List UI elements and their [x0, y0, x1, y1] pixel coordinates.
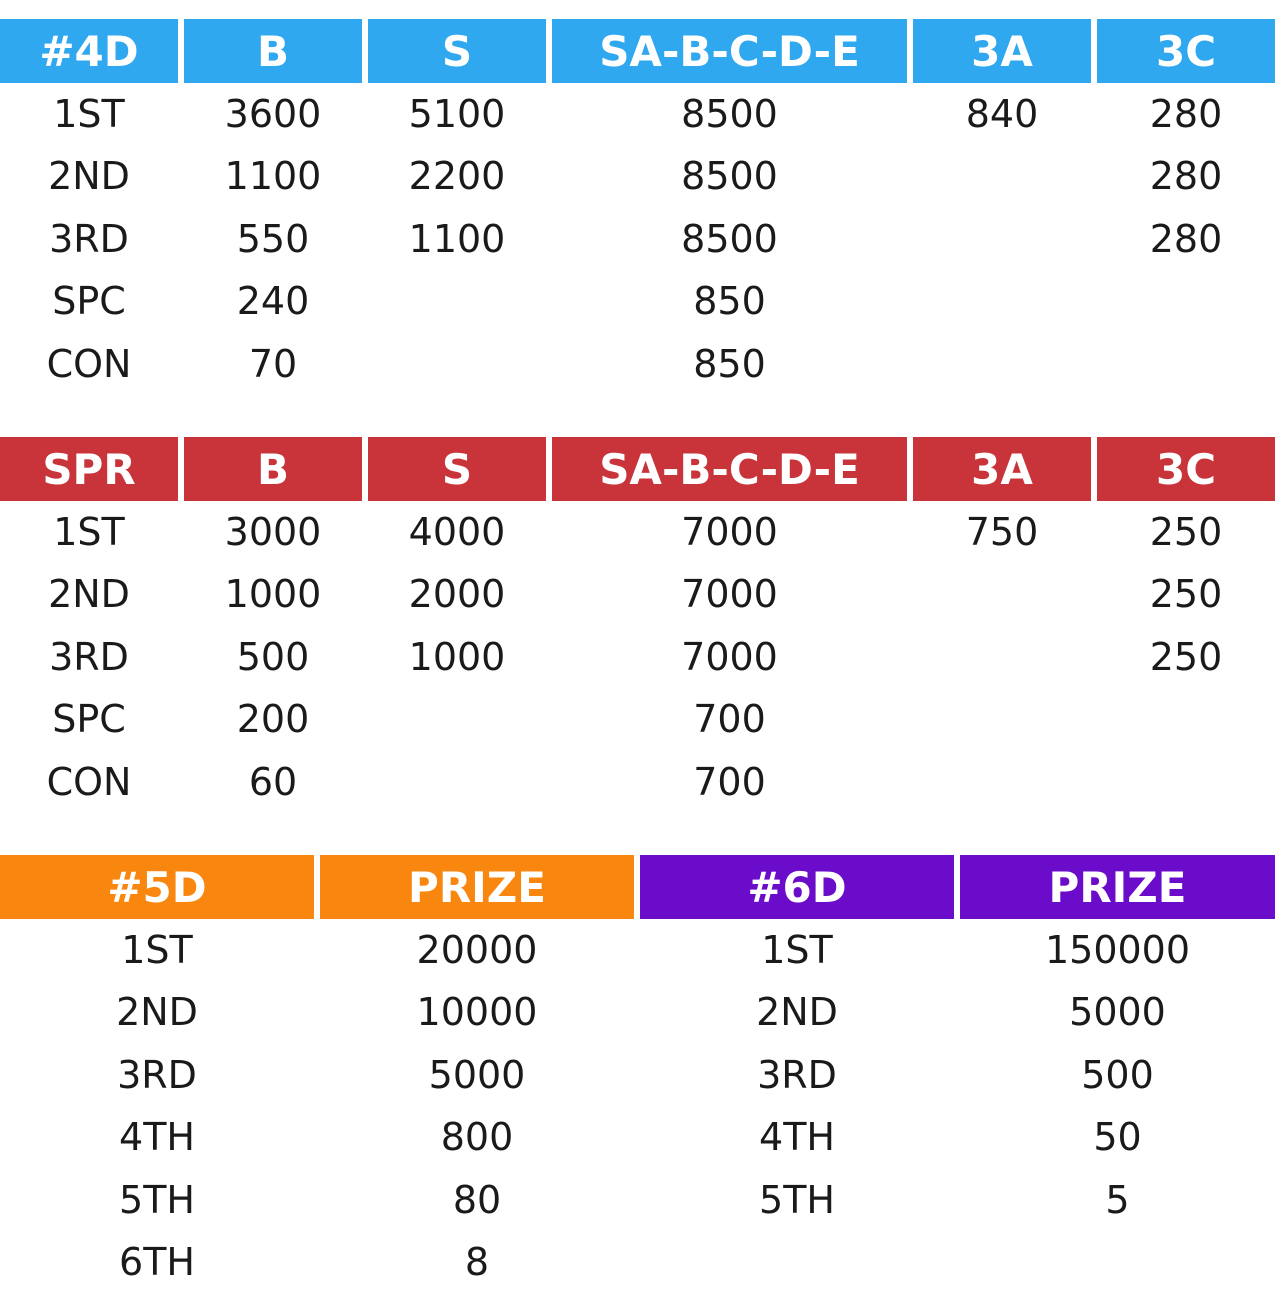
table-4d-cell: 3RD [49, 216, 129, 261]
table-4d-cell: 8500 [681, 154, 778, 199]
table-spr-header-3: SA-B-C-D-E [552, 437, 907, 501]
table-4d-cell: 2200 [408, 154, 506, 199]
table-4d-cell [913, 270, 1091, 332]
table-6d-cell: 4TH [759, 1115, 835, 1160]
table-spr-header-1: B [184, 437, 362, 501]
table-5d-cell: 800 [440, 1115, 514, 1160]
table-4d-cell: 1ST [53, 92, 125, 136]
table-spr-header-2: S [368, 437, 546, 501]
table-spr-header-4: 3A [913, 437, 1091, 501]
table-4d-cell: 3600 [224, 92, 322, 136]
table-6d-header-0: #6D [640, 855, 954, 919]
table-spr-cell: CON [46, 759, 132, 804]
table-spr-cell [368, 751, 546, 813]
table-4d-cell: 280 [1149, 92, 1223, 136]
table-6d-cell: 5 [1105, 1177, 1130, 1222]
table-4d-header-2: S [368, 19, 546, 83]
table-4d-cell: 850 [693, 341, 766, 386]
table-spr-cell [1097, 751, 1275, 813]
table-4d-cell: 70 [248, 341, 298, 386]
table-4d-header-0: #4D [0, 19, 178, 83]
table-spr-cell: 60 [248, 759, 298, 804]
table-spr-cell: 7000 [681, 510, 778, 554]
table-4d-cell [913, 208, 1091, 270]
table-spr-cell [913, 751, 1091, 813]
table-5d-cell: 1ST [121, 928, 193, 972]
table-4d-cell: 8500 [681, 92, 778, 136]
table-4d-cell: 1100 [408, 216, 506, 261]
table-5d-cell: 10000 [416, 990, 538, 1035]
table-4d-header-3: SA-B-C-D-E [552, 19, 907, 83]
table-spr-cell: 1000 [224, 572, 322, 617]
table-6d-cell: 5000 [1069, 990, 1166, 1035]
table-spr-cell: 700 [693, 759, 766, 804]
table-4d-cell: 840 [965, 92, 1039, 136]
table-spr-cell: 1000 [408, 634, 506, 679]
table-4d-header-5: 3C [1097, 19, 1275, 83]
table-6d-header-1: PRIZE [960, 855, 1275, 919]
table-4d-cell [913, 333, 1091, 395]
table-4d-cell [913, 145, 1091, 207]
table-6d-cell: 50 [1093, 1115, 1142, 1160]
table-spr-cell [1097, 688, 1275, 750]
table-spr-cell: 3RD [49, 634, 129, 679]
table-6d-cell: 150000 [1044, 928, 1191, 972]
table-5d-header-0: #5D [0, 855, 314, 919]
table-4d-cell: 1100 [224, 154, 322, 199]
table-spr-cell: 250 [1149, 510, 1223, 554]
table-spr-cell: 250 [1149, 572, 1223, 617]
table-4d-header-4: 3A [913, 19, 1091, 83]
table-5d-cell: 6TH [119, 1240, 195, 1284]
table-5d-cell: 5TH [119, 1177, 195, 1222]
table-5d-cell: 8 [464, 1240, 490, 1284]
table-6d-cell: 2ND [756, 990, 838, 1035]
table-4d-cell: 850 [693, 279, 766, 324]
table-5d-cell: 4TH [119, 1115, 195, 1160]
table-6d-cell: 5TH [759, 1177, 835, 1222]
table-4d-cell: 240 [236, 279, 310, 324]
table-6d-cell: 3RD [757, 1052, 837, 1097]
table-6d-cell: 1ST [761, 928, 833, 972]
table-spr-cell: 200 [236, 697, 310, 742]
table-5d-cell: 20000 [416, 928, 538, 972]
table-4d-cell [1097, 333, 1275, 395]
table-4d-cell [368, 270, 546, 332]
table-4d-cell [368, 333, 546, 395]
table-spr-cell: 3000 [224, 510, 322, 554]
table-4d-cell: 5100 [408, 92, 506, 136]
table-5d-cell: 80 [452, 1177, 502, 1222]
table-4d-cell: 280 [1149, 216, 1223, 261]
table-5d-cell: 5000 [428, 1052, 526, 1097]
table-spr-cell [913, 626, 1091, 688]
table-4d-cell [1097, 270, 1275, 332]
table-4d-cell: 2ND [48, 154, 130, 199]
table-4d-header-1: B [184, 19, 362, 83]
table-spr-cell: 7000 [681, 572, 778, 617]
table-spr-cell: 250 [1149, 634, 1223, 679]
table-6d-cell: 500 [1081, 1052, 1154, 1097]
table-spr-cell: 700 [693, 697, 766, 742]
table-spr-cell [913, 563, 1091, 625]
table-4d-cell: SPC [52, 279, 126, 324]
table-4d-cell: 8500 [681, 216, 778, 261]
table-spr-cell: SPC [52, 697, 126, 742]
table-spr-cell: 1ST [53, 510, 125, 554]
table-spr-cell: 4000 [408, 510, 506, 554]
table-spr-cell: 2000 [408, 572, 506, 617]
table-4d-cell: 550 [236, 216, 310, 261]
table-spr-cell: 500 [236, 634, 310, 679]
table-5d-header-1: PRIZE [320, 855, 634, 919]
table-spr-cell [913, 688, 1091, 750]
table-spr-cell [368, 688, 546, 750]
table-4d-cell: 280 [1149, 154, 1223, 199]
table-5d-cell: 2ND [116, 990, 198, 1035]
table-spr-cell: 2ND [48, 572, 130, 617]
table-spr-cell: 7000 [681, 634, 778, 679]
table-spr-header-5: 3C [1097, 437, 1275, 501]
table-4d-cell: CON [46, 341, 132, 386]
table-5d-cell: 3RD [117, 1052, 197, 1097]
table-spr-cell: 750 [965, 510, 1039, 554]
table-spr-header-0: SPR [0, 437, 178, 501]
